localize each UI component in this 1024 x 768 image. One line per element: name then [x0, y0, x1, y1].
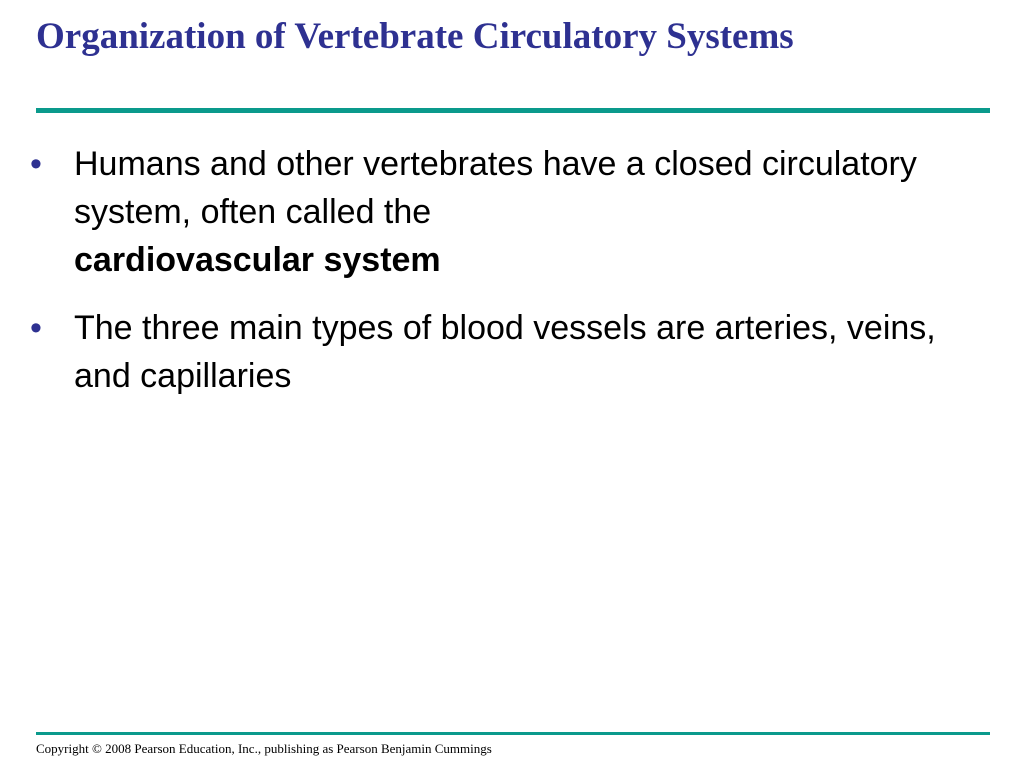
bullet-text: Humans and other vertebrates have a closed circulatory system, often called the	[74, 145, 917, 231]
footer-divider	[36, 732, 990, 735]
bullet-list	[30, 140, 980, 420]
title-divider	[36, 108, 990, 113]
bullet-item	[30, 140, 980, 284]
copyright-notice: Copyright © 2008 Pearson Education, Inc., publishing as Pearson Benjamin Cummings	[36, 741, 492, 756]
key-term: cardiovascular system	[74, 241, 441, 279]
bullet-dot-icon: •	[30, 145, 42, 183]
bullet-dot-icon: •	[30, 309, 42, 347]
slide-title: Organization of Vertebrate Circulatory Systems	[36, 16, 794, 57]
bullet-item	[30, 304, 980, 400]
bullet-text: The three main types of blood vessels are arteries, veins, and capillaries	[74, 309, 936, 395]
